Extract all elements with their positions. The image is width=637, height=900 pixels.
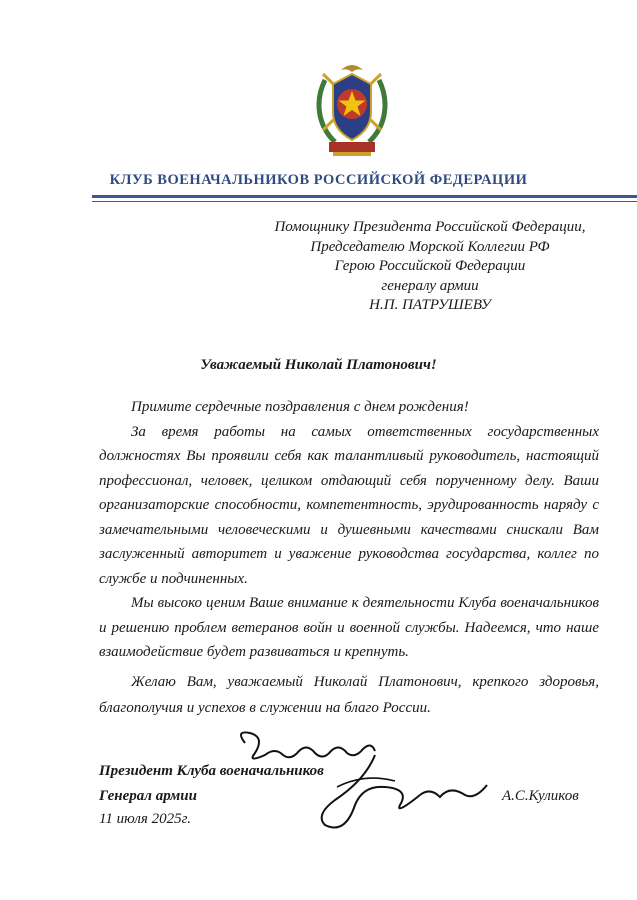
header-rule-thin xyxy=(92,201,637,202)
body-paragraph: Желаю Вам, уважаемый Николай Платонович, крепкого здоровья, благополучия и успехов в служении на благо России. xyxy=(99,673,599,716)
addressee-line: Помощнику Президента Российской Федерации, xyxy=(274,219,586,235)
letter-date: 11 июля 2025г. xyxy=(99,811,192,827)
addressee-block xyxy=(230,218,630,316)
handwritten-signature xyxy=(225,725,495,845)
body-paragraph: Примите сердечные поздравления с днем рождения! xyxy=(131,399,469,415)
addressee-name: Н.П. ПАТРУШЕВУ xyxy=(369,297,491,313)
signatory-title: Президент Клуба военачальников xyxy=(99,763,324,779)
body-paragraph: Мы высоко ценим Ваше внимание к деятельности Клуба военачальников и решению проблем ветеранов войн и военной службы. Надеемся, что наше взаимодействие будет развиваться и крепнуть. xyxy=(99,595,599,660)
body-paragraph: За время работы на самых ответственных государственных должностях Вы проявили себя как талантливый руководитель, настоящий профессионал, человек, целиком отдающий себя порученному делу. Ваши организаторские способности, компетентность, эрудированность наряду с замечательными человеческими и душевными качествами снискали Вам заслуженный авторитет и уважение руководства государства, коллег по службе и подчиненных. xyxy=(99,423,599,587)
signatory-name: А.С.Куликов xyxy=(502,788,579,804)
club-emblem-icon xyxy=(311,60,393,160)
organization-title: КЛУБ ВОЕНАЧАЛЬНИКОВ РОССИЙСКОЙ ФЕДЕРАЦИИ xyxy=(109,172,528,188)
signatory-rank: Генерал армии xyxy=(99,788,197,804)
addressee-line: Председателю Морской Коллегии РФ xyxy=(310,238,550,255)
salutation: Уважаемый Николай Платонович! xyxy=(200,357,437,373)
header-rule-thick xyxy=(92,195,637,198)
addressee-line: генералу армии xyxy=(381,277,479,294)
letter-body xyxy=(99,395,599,721)
addressee-line: Герою Российской Федерации xyxy=(334,258,526,274)
